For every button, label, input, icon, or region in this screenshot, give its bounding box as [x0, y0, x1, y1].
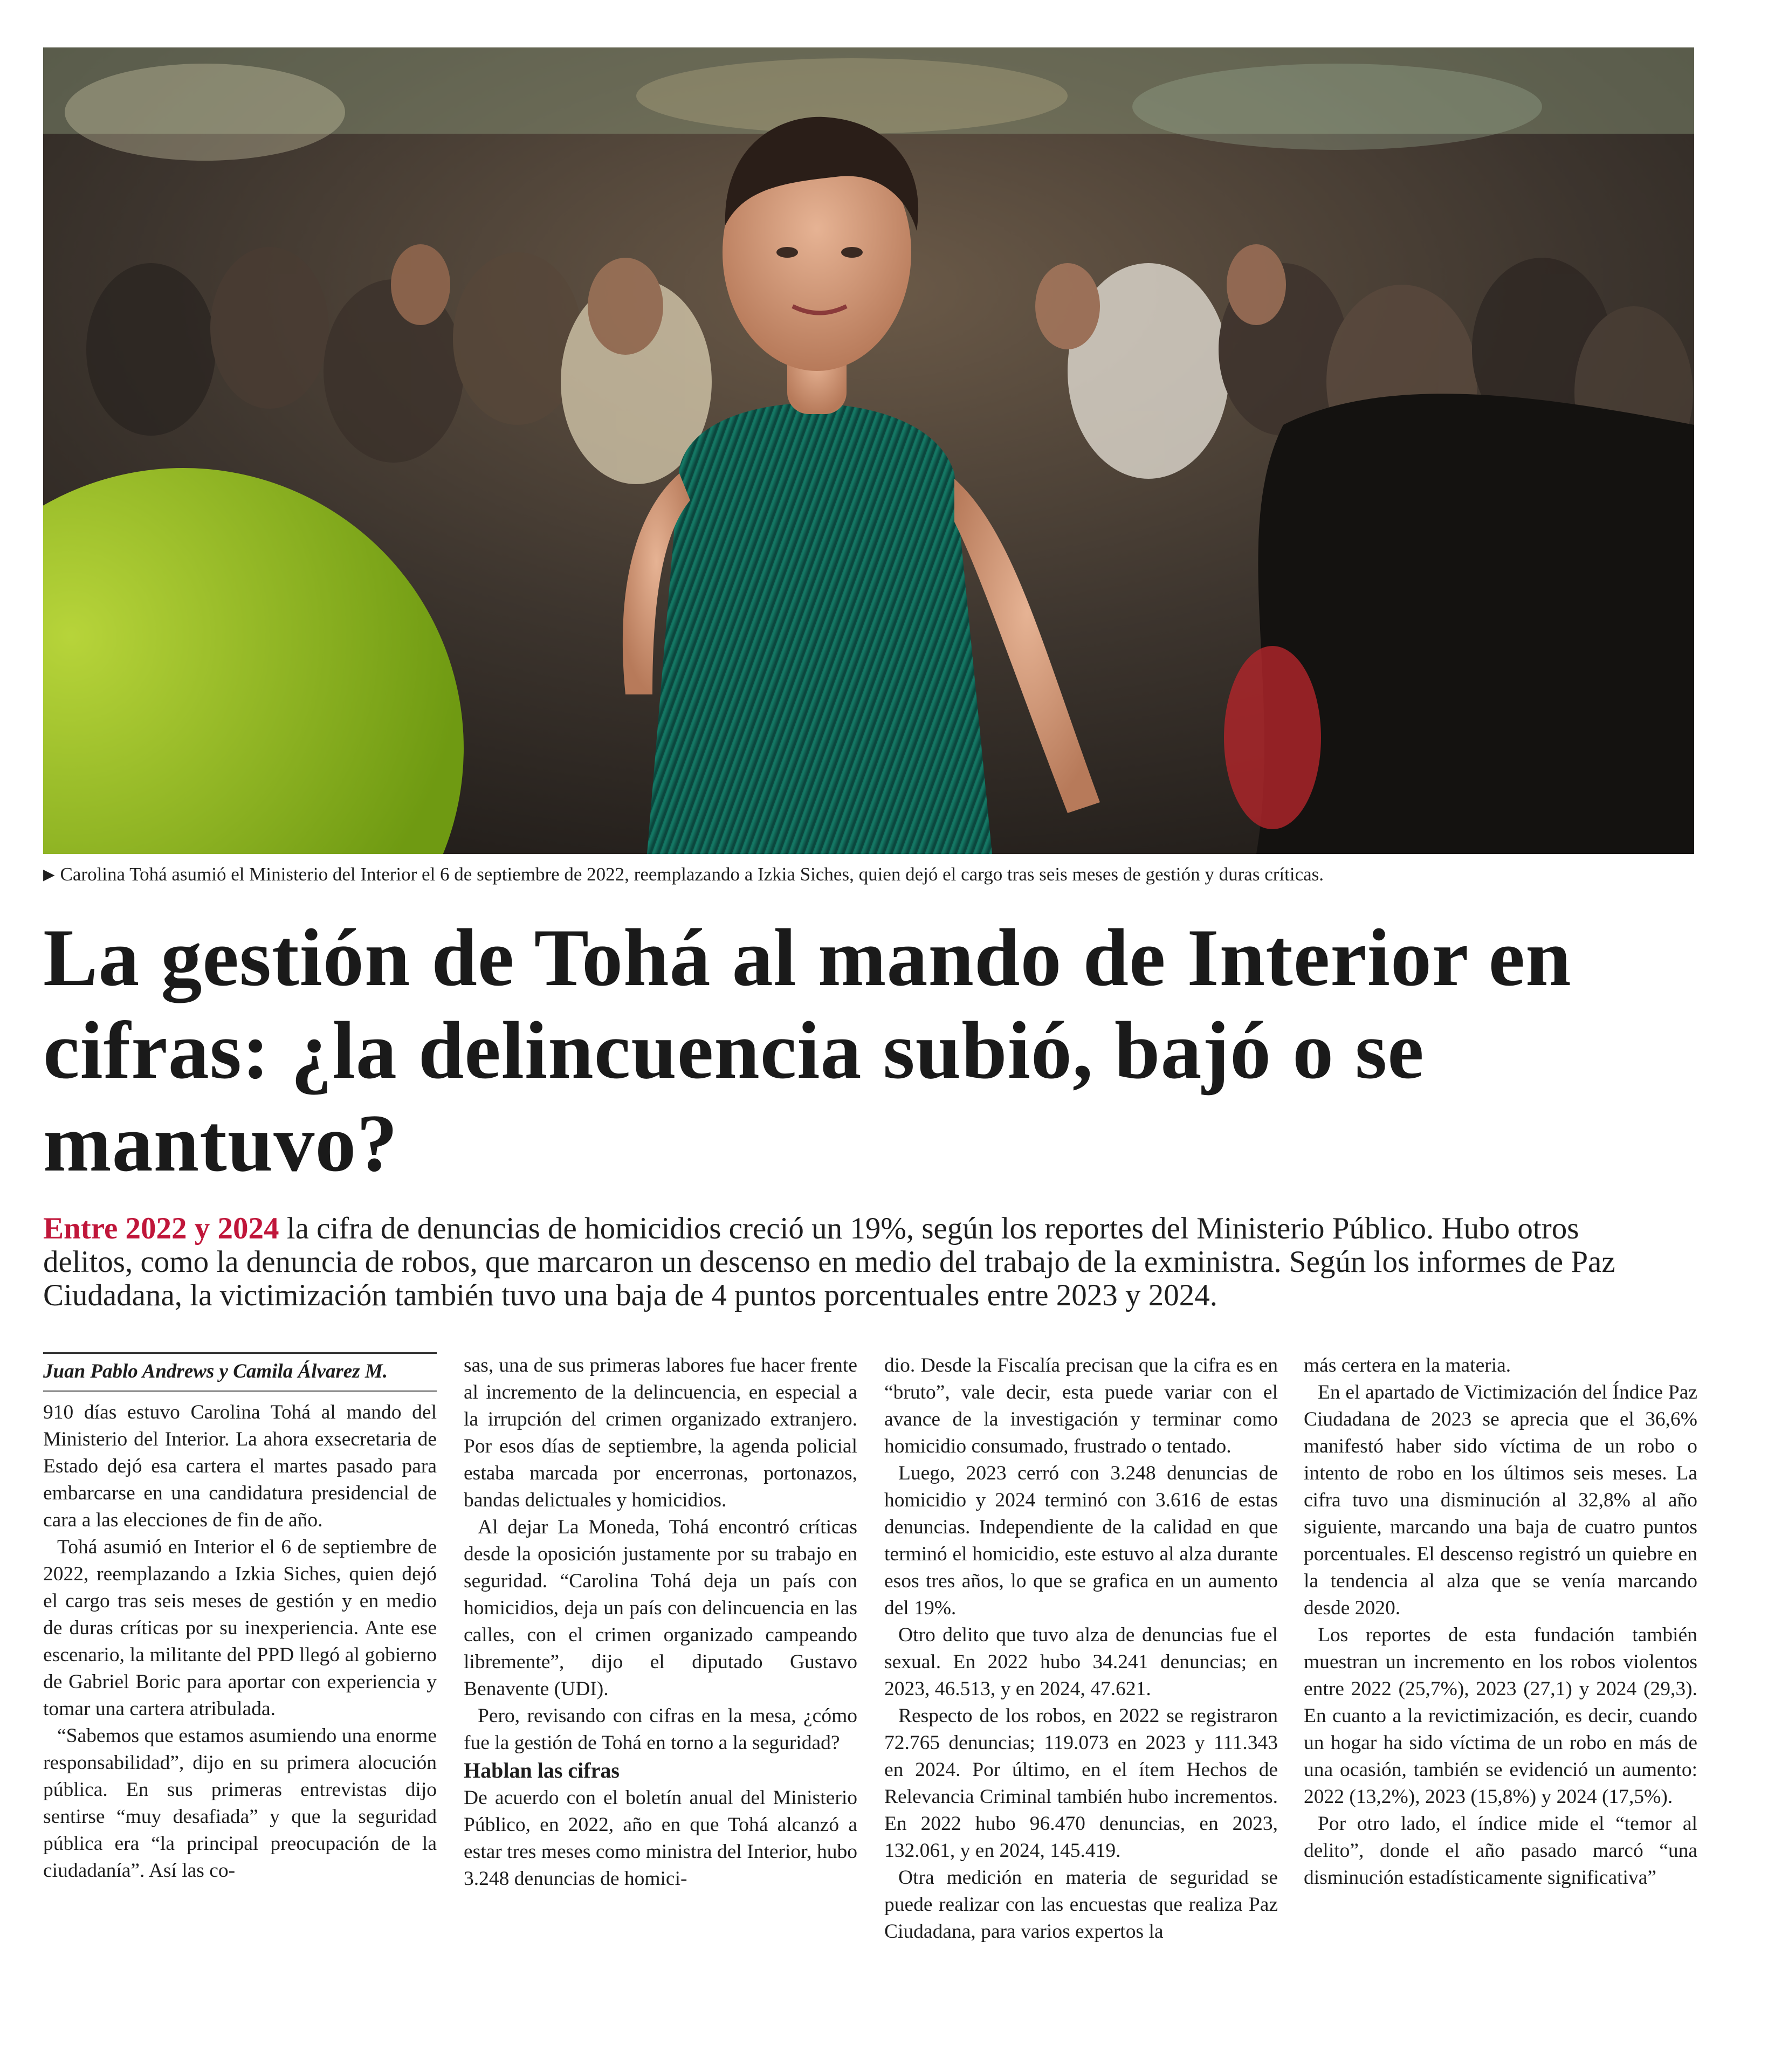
- paragraph: Otro delito que tuvo alza de denuncias fue el sexual. En 2022 hubo 34.241 denuncias; en 2023, 46.513, y en 2024, 47.621.: [884, 1624, 1278, 1700]
- lede-text: la cifra de denuncias de homicidios creció un 19%, según los reportes del Ministerio Público. Hubo otros delitos, como la denuncia de robos, que marcaron un descenso en medio del trabajo de la exministra. Según los informes de Paz Ciudadana, la victimización también tuvo una baja de 4 puntos porcentuales entre 2023 y 2024.: [43, 1211, 1615, 1312]
- paragraph: “Sabemos que estamos asumiendo una enorme responsabilidad”, dijo en su primera alocución pública. En sus primeras entrevistas dijo sentirse “muy desafiada” y que la seguridad pública era “la principal preocupación de la ciudadanía”. Así las co-: [43, 1725, 437, 1882]
- caption-text: Carolina Tohá asumió el Ministerio del Interior el 6 de septiembre de 2022, reemplazando a Izkia Siches, quien dejó el cargo tras seis meses de gestión y duras críticas.: [60, 864, 1324, 885]
- paragraph: más certera en la materia.: [1304, 1354, 1511, 1376]
- article-column-4: [1304, 1352, 1697, 1891]
- section-subhead: Hablan las cifras: [464, 1758, 620, 1782]
- article-column-2: [464, 1352, 857, 1892]
- byline: Juan Pablo Andrews y Camila Álvarez M.: [43, 1360, 388, 1382]
- article-column-3: [884, 1352, 1278, 1945]
- paragraph: Respecto de los robos, en 2022 se registraron 72.765 denuncias; 119.073 en 2023 y 111.343 en 2024. Por último, en el ítem Hechos de Relevancia Criminal también hubo incrementos. En 2022 hubo 96.470 denuncias, en 2023, 132.061, y en 2024, 145.419.: [884, 1705, 1278, 1862]
- paragraph: dio. Desde la Fiscalía precisan que la cifra es en “bruto”, vale decir, esta puede variar con el avance de la investigación y terminar como homicidio consumado, frustrado o tentado.: [884, 1354, 1278, 1457]
- paragraph: sas, una de sus primeras labores fue hacer frente al incremento de la delincuencia, en especial a la irrupción del crimen organizado extranjero. Por esos días de septiembre, la agenda policial estaba marcada por encerronas, portonazos, bandas delictuales y homicidios.: [464, 1354, 857, 1511]
- paragraph: En el apartado de Victimización del Índice Paz Ciudadana de 2023 se aprecia que el 36,6% manifestó haber sido víctima de un robo o intento de robo en los últimos seis meses. La cifra tuvo una disminución al 32,8% al año siguiente, marcando una baja de cuatro puntos porcentuales. El descenso registró un quiebre en la tendencia al alza que se venía marcando desde 2020.: [1304, 1381, 1697, 1619]
- paragraph: 910 días estuvo Carolina Tohá al mando del Ministerio del Interior. La ahora exsecretaria de Estado dejó esa cartera el martes pasado para embarcarse en una candidatura presidencial de cara a las elecciones de fin de año.: [43, 1401, 437, 1531]
- paragraph: Luego, 2023 cerró con 3.248 denuncias de homicidio y 2024 terminó con 3.616 de estas denuncias. Independiente de la calidad en que terminó el homicidio, este estuvo al alza durante esos tres años, lo que se grafica en un aumento del 19%.: [884, 1462, 1278, 1619]
- paragraph: Por otro lado, el índice mide el “temor al delito”, donde el año pasado marcó “una disminución estadísticamente significativa”: [1304, 1813, 1697, 1889]
- photo-caption: [43, 862, 1715, 888]
- lead-photo: [43, 47, 1694, 854]
- article-column-1: [43, 1352, 437, 1884]
- article-lede: [43, 1212, 1661, 1312]
- paragraph: Tohá asumió en Interior el 6 de septiembre de 2022, reemplazando a Izkia Siches, quien dejó el cargo tras seis meses de gestión y en medio de duras críticas por su inexperiencia. Ante ese escenario, la militante del PPD llegó al gobierno de Gabriel Boric para aportar con experiencia y tomar una cartera atribulada.: [43, 1536, 437, 1720]
- byline-divider-bottom: [43, 1390, 437, 1392]
- caption-arrow-icon: ▶: [43, 866, 55, 883]
- paragraph: Otra medición en materia de seguridad se puede realizar con las encuestas que realiza Paz Ciudadana, para varios expertos la: [884, 1867, 1278, 1943]
- paragraph: Al dejar La Moneda, Tohá encontró críticas desde la oposición justamente por su trabajo en seguridad. “Carolina Tohá deja un país con homicidios, deja un país con delincuencia en las calles, con el crimen organizado campeando libremente”, dijo el diputado Gustavo Benavente (UDI).: [464, 1516, 857, 1700]
- photo-illustration: [43, 47, 1694, 854]
- byline-divider: [43, 1352, 437, 1354]
- paragraph: Los reportes de esta fundación también muestran un incremento en los robos violentos entre 2022 (25,7%), 2023 (27,1) y 2024 (29,3). En cuanto a la revictimización, es decir, cuando un hogar ha sido víctima de un robo en más de una ocasión, también se evidenció un aumento: 2022 (13,2%), 2023 (15,8%) y 2024 (17,5%).: [1304, 1624, 1697, 1808]
- article-headline: La gestión de Tohá al mando de Interior en cifras: ¿la delincuencia subió, bajó o se mantuvo?: [43, 912, 1572, 1188]
- paragraph: Pero, revisando con cifras en la mesa, ¿cómo fue la gestión de Tohá en torno a la seguridad?: [464, 1705, 857, 1754]
- lede-highlight: Entre 2022 y 2024: [43, 1211, 279, 1245]
- paragraph: De acuerdo con el boletín anual del Ministerio Público, en 2022, año en que Tohá alcanzó a estar tres meses como ministra del Interior, hubo 3.248 denuncias de homici-: [464, 1787, 857, 1890]
